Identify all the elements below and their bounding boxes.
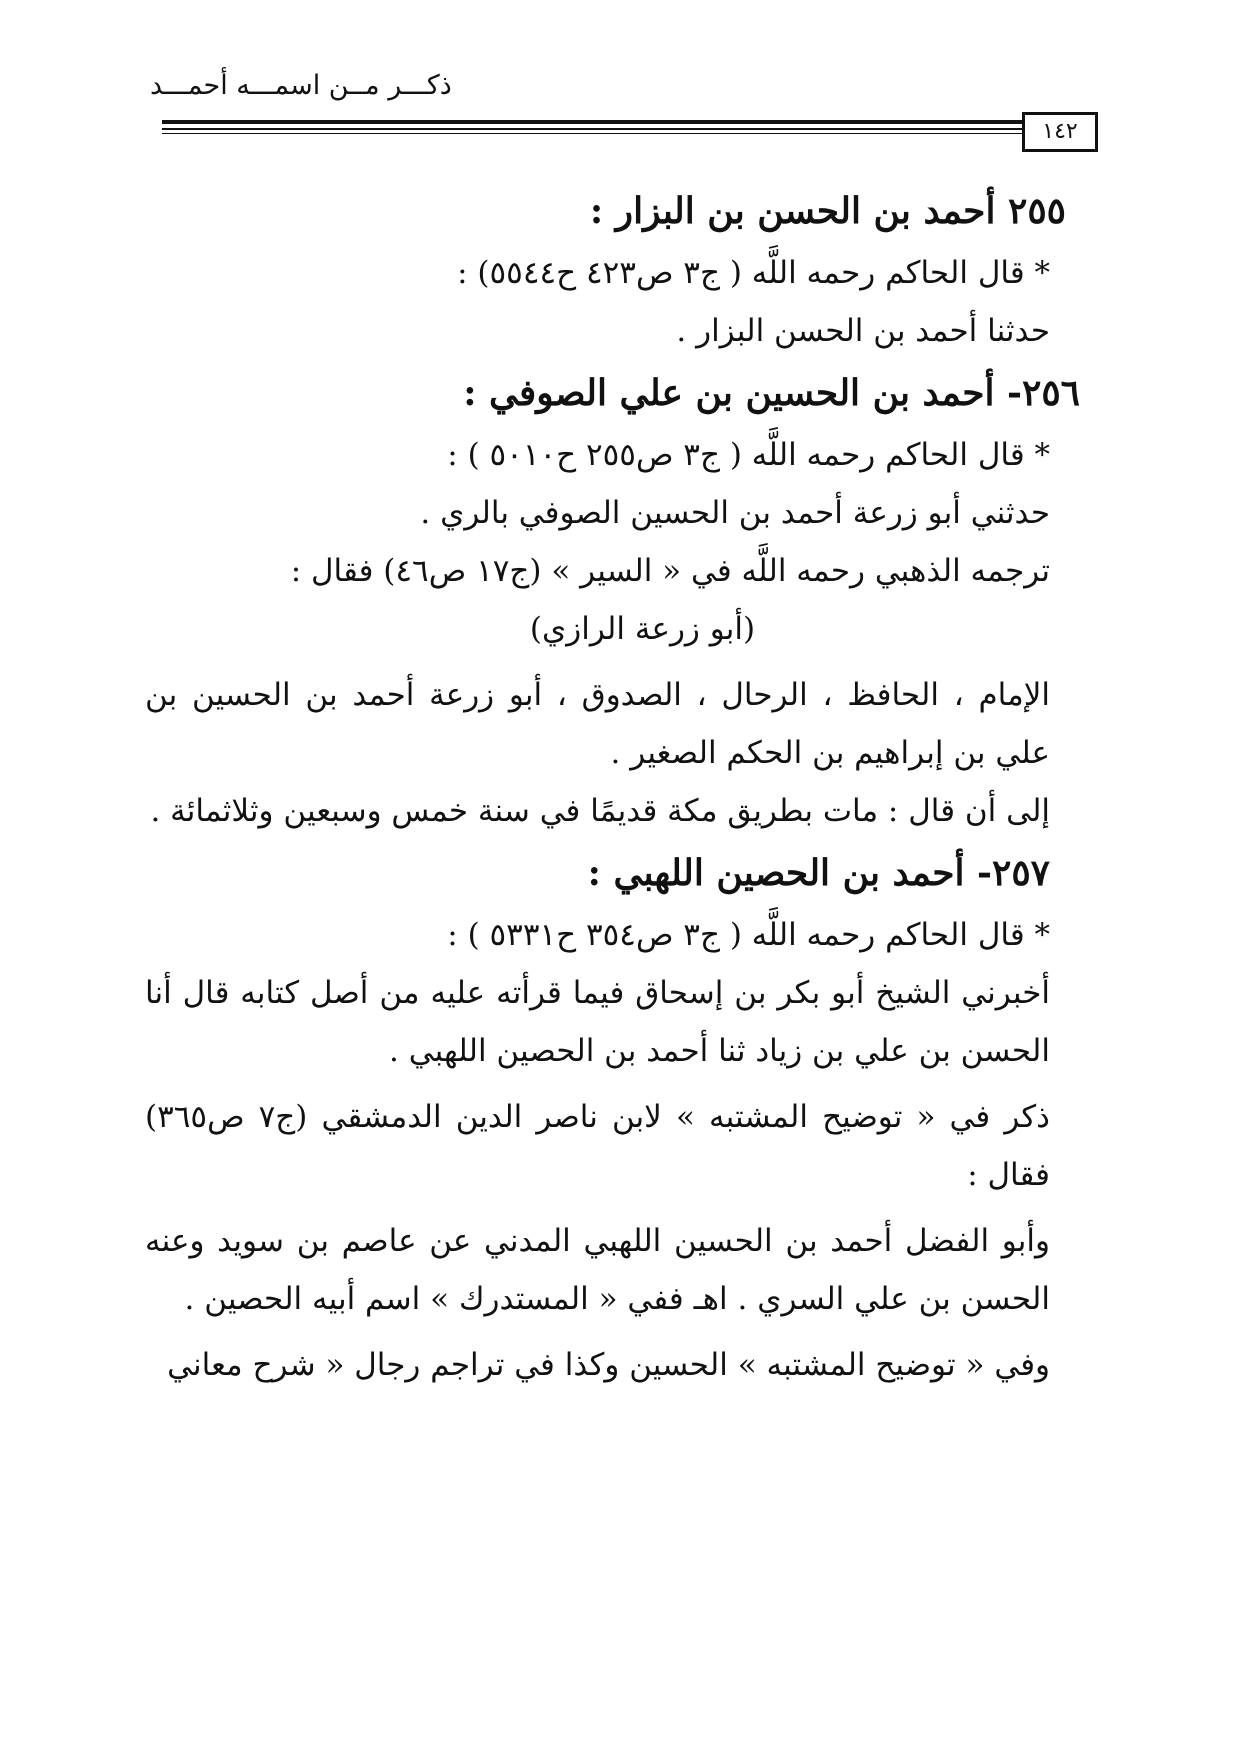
page-number: ١٤٢	[1022, 112, 1098, 152]
header-rule	[162, 120, 1037, 124]
reference-text: ذكر في « توضيح المشتبه » لابن ناصر الدين الدمشقي (ج٧ ص٣٦٥) فقال :	[145, 1099, 1050, 1193]
page-body	[145, 178, 1080, 1394]
source-citation-line: * قال الحاكم رحمه اللَّه ( ج٣ ص٣٥٤ ح٥٣٣١ ) :	[447, 917, 1050, 953]
header-rule	[162, 128, 1037, 130]
entry-heading-257: ٢٥٧- أحمد بن الحصين اللهبي :	[587, 852, 1050, 894]
header-rule	[162, 133, 1037, 134]
source-citation-line: * قال الحاكم رحمه اللَّه ( ج٣ ص٤٢٣ ح٥٥٤٤) :	[457, 255, 1050, 291]
biography-text: إلى أن قال : مات بطريق مكة قديمًا في سنة خمس وسبعين وثلاثمائة .	[150, 793, 1050, 829]
narration-text: حدثني أبو زرعة أحمد بن الحسين الصوفي بالري .	[420, 495, 1050, 531]
reference-text: وأبو الفضل أحمد بن الحسين اللهبي المدني عن عاصم بن سويد وعنه الحسن بن علي السري . اهـ ففي « المستدرك » اسم أبيه الحصين .	[145, 1223, 1050, 1317]
biography-text: الإمام ، الحافظ ، الرحال ، الصدوق ، أبو زرعة أحمد بن الحسين بن علي بن إبراهيم بن الحكم الصغير .	[145, 677, 1051, 771]
narration-text: حدثنا أحمد بن الحسن البزار .	[676, 313, 1050, 349]
biography-title: (أبو زرعة الرازي)	[529, 611, 756, 647]
entry-heading-256: ٢٥٦- أحمد بن الحسين بن علي الصوفي :	[463, 372, 1080, 414]
narration-text: أخبرني الشيخ أبو بكر بن إسحاق فيما قرأته عليه من أصل كتابه قال أنا الحسن بن علي بن زياد ثنا أحمد بن الحصين اللهبي .	[145, 975, 1050, 1069]
entry-heading-255: ٢٥٥ أحمد بن الحسن بن البزار :	[589, 190, 1066, 232]
source-citation-line: * قال الحاكم رحمه اللَّه ( ج٣ ص٢٥٥ ح٥٠١٠ ) :	[447, 437, 1050, 473]
running-header-title: ذكـــر مــن اسمـــه أحمـــد	[150, 70, 452, 101]
biography-reference: ترجمه الذهبي رحمه اللَّه في « السير » (ج١٧ ص٤٦) فقال :	[290, 553, 1050, 589]
reference-text: وفي « توضيح المشتبه » الحسين وكذا في تراجم رجال « شرح معاني	[167, 1347, 1050, 1383]
